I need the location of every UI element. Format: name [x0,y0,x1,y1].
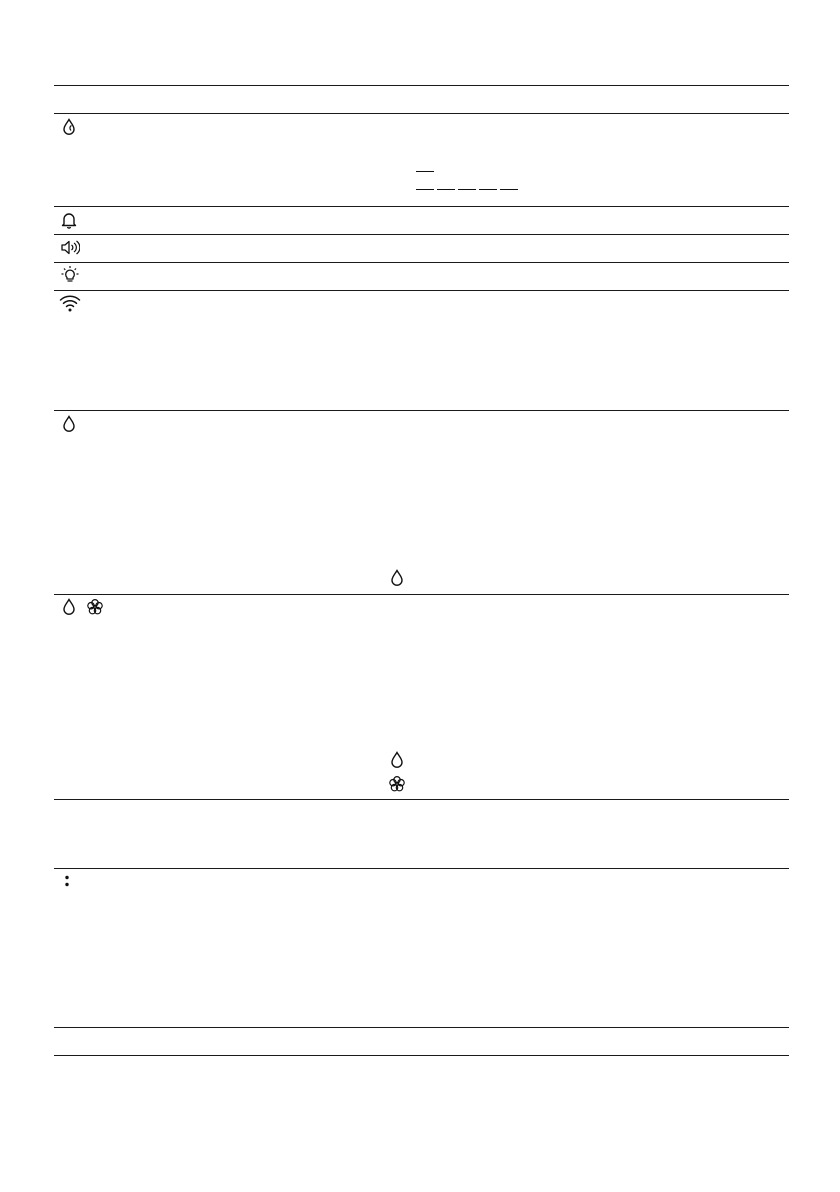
hardness-scale-dash-4 [479,189,497,190]
water-drop-icon [389,569,405,587]
hardness-scale-dash-3 [458,189,476,190]
salt-flower-icon [86,598,104,616]
salt-flower-icon [388,775,406,793]
row-rule-1 [54,206,789,207]
water-drop-icon [389,751,405,769]
table-top-rule [54,85,789,86]
water-drop-icon [61,598,77,616]
row-rule-9 [54,1027,789,1028]
hardness-level-dash [416,171,434,172]
header-rule [54,113,789,114]
hardness-scale-dash-1 [416,189,434,190]
vertical-dots-icon [63,874,71,890]
hardness-scale-dash-2 [437,189,455,190]
speaker-icon [60,239,80,256]
hardness-scale-dash-5 [500,189,518,190]
row-rule-8 [54,868,789,869]
table-bottom-rule [54,1055,789,1056]
row-rule-3 [54,262,789,263]
row-rule-4 [54,290,789,291]
bell-icon [61,211,77,229]
water-drop-icon [61,415,77,433]
row-rule-7 [54,799,789,800]
row-rule-6 [54,594,789,595]
row-rule-2 [54,234,789,235]
wifi-icon [59,294,81,312]
water-hardness-icon [61,118,77,136]
light-bulb-icon [60,265,80,285]
row-rule-5 [54,410,789,411]
